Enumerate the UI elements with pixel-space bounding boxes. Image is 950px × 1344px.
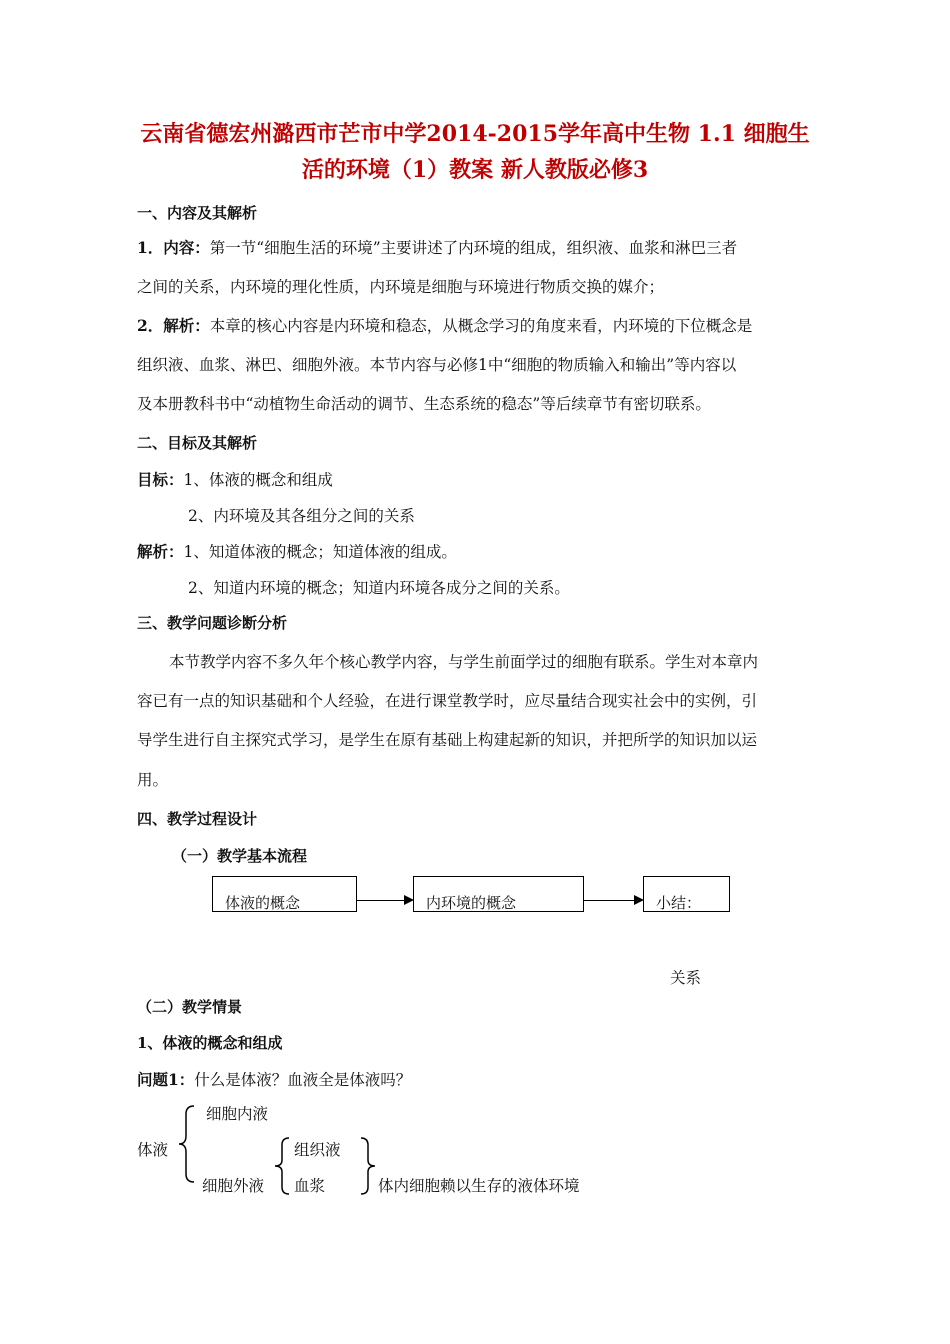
tree-internal-env-desc: 体内细胞赖以生存的液体环境 bbox=[378, 1177, 580, 1195]
brace-extracellular bbox=[272, 1136, 292, 1196]
goal-label: 目标： bbox=[137, 470, 184, 489]
s1-item2-line3: 及本册教科书中“动植物生命活动的调节、生态系统的稳态”等后续章节有密切联系。 bbox=[137, 395, 711, 413]
s3-line2: 容已有一点的知识基础和个人经验，在进行课堂教学时，应尽量结合现实社会中的实例，引 bbox=[137, 692, 758, 710]
goal-line2: 2、内环境及其各组分之间的关系 bbox=[188, 507, 415, 525]
section-1-heading: 一、内容及其解析 bbox=[137, 204, 258, 222]
section-3-heading: 三、教学问题诊断分析 bbox=[137, 614, 288, 632]
analysis-line1: 解析：1、知道体液的概念；知道体液的组成。 bbox=[137, 542, 457, 561]
doc-title-line1: 云南省德宏州潞西市芒市中学2014-2015学年高中生物 1.1 细胞生 bbox=[140, 121, 810, 147]
flow-arrow-1 bbox=[357, 900, 412, 901]
doc-title-line2: 活的环境（1）教案 新人教版必修3 bbox=[301, 157, 649, 183]
teaching-scenario-heading: （二）教学情景 bbox=[137, 998, 243, 1016]
brace-main bbox=[176, 1104, 198, 1184]
s1-item1-label: 1．内容： bbox=[137, 238, 210, 257]
section-4-heading: 四、教学过程设计 bbox=[137, 810, 258, 828]
flow-box-body-fluid: 体液的概念 bbox=[212, 876, 357, 912]
tree-tissue-fluid: 组织液 bbox=[294, 1141, 341, 1159]
s3-line4: 用。 bbox=[137, 771, 169, 789]
analysis-label: 解析： bbox=[137, 542, 184, 561]
goal-line1: 目标：1、体液的概念和组成 bbox=[137, 470, 333, 489]
s3-line3: 导学生进行自主探究式学习，是学生在原有基础上构建起新的知识，并把所学的知识加以运 bbox=[137, 731, 758, 749]
s3-line1: 本节教学内容不多久年个核心教学内容，与学生前面学过的细胞有联系。学生对本章内 bbox=[169, 653, 759, 671]
s1-item2-line2: 组织液、血浆、淋巴、细胞外液。本节内容与必修1中“细胞的物质输入和输出”等内容以 bbox=[137, 356, 737, 374]
brace-internal-env bbox=[358, 1136, 378, 1196]
s1-item2-label: 2．解析： bbox=[137, 316, 210, 335]
s1-item1-line1: 1．内容：第一节“细胞生活的环境”主要讲述了内环境的组成，组织液、血浆和淋巴三者 bbox=[137, 238, 738, 257]
tree-extracellular: 细胞外液 bbox=[202, 1177, 265, 1195]
section-2-heading: 二、目标及其解析 bbox=[137, 434, 258, 452]
flow-subheading: （一）教学基本流程 bbox=[172, 847, 308, 865]
flow-note: 关系 bbox=[670, 969, 702, 987]
topic1-heading: 1、体液的概念和组成 bbox=[137, 1034, 283, 1052]
s1-item2-line1: 2．解析：本章的核心内容是内环境和稳态，从概念学习的角度来看，内环境的下位概念是 bbox=[137, 316, 753, 335]
tree-root: 体液 bbox=[137, 1141, 169, 1159]
question-1: 问题1：什么是体液？血液全是体液吗？ bbox=[137, 1070, 412, 1089]
s1-item1-line2: 之间的关系，内环境的理化性质，内环境是细胞与环境进行物质交换的媒介； bbox=[137, 278, 665, 296]
question-1-label: 问题1： bbox=[137, 1070, 195, 1089]
flow-box-summary: 小结： bbox=[643, 876, 730, 912]
tree-intracellular: 细胞内液 bbox=[206, 1105, 269, 1123]
tree-plasma: 血浆 bbox=[294, 1177, 326, 1195]
flow-arrow-2 bbox=[584, 900, 642, 901]
analysis-line2: 2、知道内环境的概念；知道内环境各成分之间的关系。 bbox=[188, 579, 570, 597]
flow-box-internal-env: 内环境的概念 bbox=[413, 876, 584, 912]
